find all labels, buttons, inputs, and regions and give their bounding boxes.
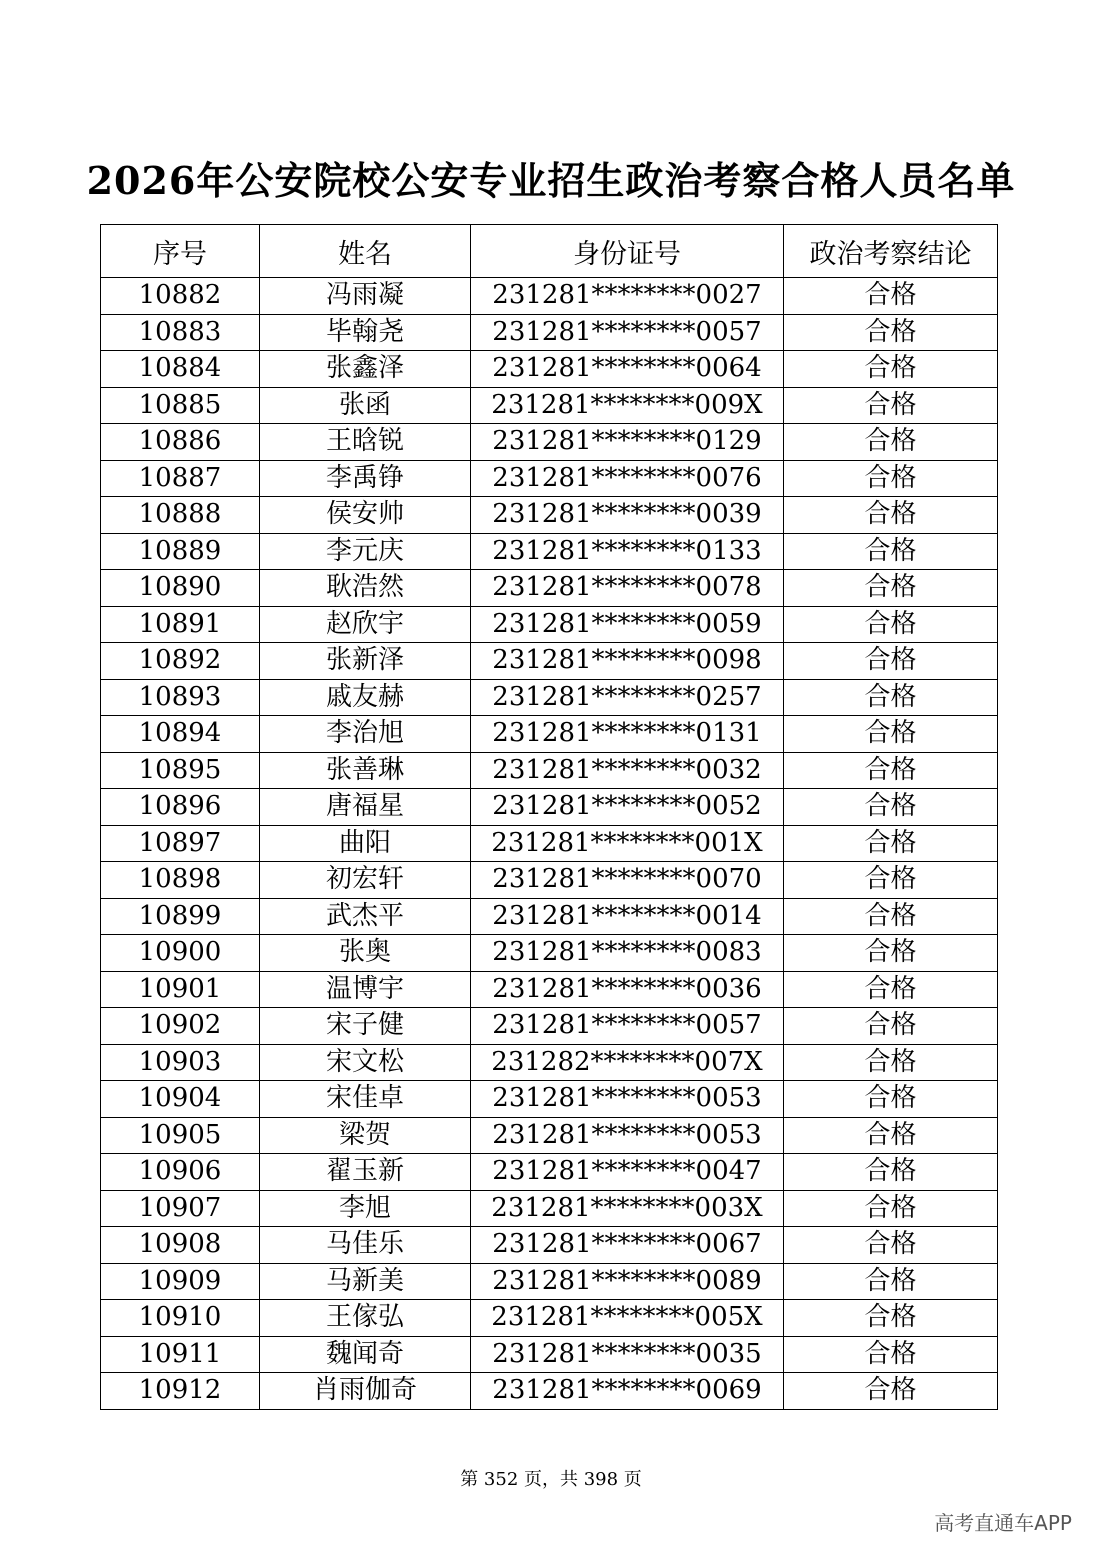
cell-name: 张新泽 [260, 643, 471, 680]
cell-id-number: 231281********0129 [471, 424, 784, 461]
cell-id-number: 231281********001X [471, 825, 784, 862]
cell-seq: 10904 [101, 1081, 260, 1118]
table-row [101, 825, 998, 862]
cell-seq: 10895 [101, 752, 260, 789]
cell-name: 赵欣宇 [260, 606, 471, 643]
table-row [101, 497, 998, 534]
table-row [101, 1044, 998, 1081]
table-row [101, 679, 998, 716]
cell-result: 合格 [784, 1081, 998, 1118]
cell-result: 合格 [784, 935, 998, 972]
cell-name: 张鑫泽 [260, 351, 471, 388]
cell-name: 魏闻奇 [260, 1336, 471, 1373]
table-row [101, 789, 998, 826]
cell-seq: 10896 [101, 789, 260, 826]
table-row [101, 570, 998, 607]
cell-result: 合格 [784, 1373, 998, 1410]
cell-seq: 10900 [101, 935, 260, 972]
table-row [101, 1008, 998, 1045]
cell-result: 合格 [784, 1263, 998, 1300]
cell-id-number: 231281********0027 [471, 278, 784, 315]
cell-id-number: 231281********0098 [471, 643, 784, 680]
cell-seq: 10907 [101, 1190, 260, 1227]
cell-id-number: 231281********0039 [471, 497, 784, 534]
table-row [101, 1373, 998, 1410]
cell-result: 合格 [784, 1300, 998, 1337]
table-row [101, 1227, 998, 1264]
cell-result: 合格 [784, 752, 998, 789]
cell-result: 合格 [784, 424, 998, 461]
cell-id-number: 231281********009X [471, 387, 784, 424]
cell-name: 肖雨伽奇 [260, 1373, 471, 1410]
cell-seq: 10899 [101, 898, 260, 935]
cell-result: 合格 [784, 679, 998, 716]
cell-id-number: 231281********0131 [471, 716, 784, 753]
cell-id-number: 231281********0070 [471, 862, 784, 899]
table-row [101, 862, 998, 899]
cell-seq: 10897 [101, 825, 260, 862]
cell-id-number: 231281********0053 [471, 1081, 784, 1118]
cell-result: 合格 [784, 716, 998, 753]
table-body [101, 278, 998, 1410]
cell-seq: 10888 [101, 497, 260, 534]
cell-seq: 10909 [101, 1263, 260, 1300]
table-row [101, 533, 998, 570]
cell-name: 唐福星 [260, 789, 471, 826]
cell-seq: 10882 [101, 278, 260, 315]
cell-seq: 10883 [101, 314, 260, 351]
table-header-row [101, 225, 998, 278]
table-row [101, 752, 998, 789]
header-seq: 序号 [101, 225, 260, 278]
cell-id-number: 231281********0052 [471, 789, 784, 826]
table-row [101, 643, 998, 680]
table-row [101, 1336, 998, 1373]
cell-seq: 10898 [101, 862, 260, 899]
cell-seq: 10911 [101, 1336, 260, 1373]
cell-seq: 10889 [101, 533, 260, 570]
cell-name: 侯安帅 [260, 497, 471, 534]
cell-result: 合格 [784, 898, 998, 935]
cell-result: 合格 [784, 497, 998, 534]
table-row [101, 898, 998, 935]
table-row [101, 1154, 998, 1191]
cell-seq: 10886 [101, 424, 260, 461]
cell-id-number: 231281********0036 [471, 971, 784, 1008]
cell-seq: 10908 [101, 1227, 260, 1264]
cell-result: 合格 [784, 1008, 998, 1045]
table-row [101, 606, 998, 643]
cell-name: 李元庆 [260, 533, 471, 570]
table-row [101, 1081, 998, 1118]
cell-seq: 10894 [101, 716, 260, 753]
table-row [101, 424, 998, 461]
cell-id-number: 231281********0089 [471, 1263, 784, 1300]
cell-seq: 10902 [101, 1008, 260, 1045]
table-row [101, 935, 998, 972]
cell-name: 初宏轩 [260, 862, 471, 899]
cell-result: 合格 [784, 351, 998, 388]
cell-result: 合格 [784, 387, 998, 424]
cell-id-number: 231281********003X [471, 1190, 784, 1227]
cell-name: 王晗锐 [260, 424, 471, 461]
cell-result: 合格 [784, 1117, 998, 1154]
table-row [101, 1263, 998, 1300]
cell-seq: 10912 [101, 1373, 260, 1410]
cell-result: 合格 [784, 1190, 998, 1227]
cell-id-number: 231281********0032 [471, 752, 784, 789]
cell-result: 合格 [784, 1336, 998, 1373]
cell-name: 梁贺 [260, 1117, 471, 1154]
cell-name: 李旭 [260, 1190, 471, 1227]
cell-name: 耿浩然 [260, 570, 471, 607]
cell-id-number: 231281********005X [471, 1300, 784, 1337]
table-row [101, 314, 998, 351]
cell-result: 合格 [784, 314, 998, 351]
cell-seq: 10893 [101, 679, 260, 716]
header-name: 姓名 [260, 225, 471, 278]
cell-id-number: 231281********0257 [471, 679, 784, 716]
cell-result: 合格 [784, 460, 998, 497]
cell-name: 毕翰尧 [260, 314, 471, 351]
cell-name: 张函 [260, 387, 471, 424]
cell-id-number: 231281********0133 [471, 533, 784, 570]
table-row [101, 1190, 998, 1227]
cell-id-number: 231281********0059 [471, 606, 784, 643]
table-row [101, 460, 998, 497]
cell-id-number: 231281********0076 [471, 460, 784, 497]
cell-name: 马佳乐 [260, 1227, 471, 1264]
cell-name: 李禹铮 [260, 460, 471, 497]
cell-name: 曲阳 [260, 825, 471, 862]
cell-name: 宋子健 [260, 1008, 471, 1045]
cell-seq: 10910 [101, 1300, 260, 1337]
table-row [101, 716, 998, 753]
cell-result: 合格 [784, 862, 998, 899]
table-row [101, 278, 998, 315]
cell-name: 张善琳 [260, 752, 471, 789]
cell-result: 合格 [784, 825, 998, 862]
cell-result: 合格 [784, 606, 998, 643]
header-result: 政治考察结论 [784, 225, 998, 278]
cell-result: 合格 [784, 1044, 998, 1081]
cell-id-number: 231281********0047 [471, 1154, 784, 1191]
document-title: 2026年公安院校公安专业招生政治考察合格人员名单 [86, 158, 1016, 203]
table-row [101, 971, 998, 1008]
cell-id-number: 231281********0083 [471, 935, 784, 972]
cell-id-number: 231281********0057 [471, 314, 784, 351]
table-row [101, 1300, 998, 1337]
cell-name: 马新美 [260, 1263, 471, 1300]
cell-id-number: 231281********0064 [471, 351, 784, 388]
table-row [101, 387, 998, 424]
cell-name: 冯雨凝 [260, 278, 471, 315]
cell-seq: 10890 [101, 570, 260, 607]
cell-result: 合格 [784, 643, 998, 680]
cell-name: 王傢弘 [260, 1300, 471, 1337]
cell-id-number: 231281********0035 [471, 1336, 784, 1373]
cell-name: 温博宇 [260, 971, 471, 1008]
cell-id-number: 231281********0053 [471, 1117, 784, 1154]
cell-seq: 10884 [101, 351, 260, 388]
cell-id-number: 231281********0057 [471, 1008, 784, 1045]
cell-seq: 10885 [101, 387, 260, 424]
cell-seq: 10891 [101, 606, 260, 643]
cell-name: 戚友赫 [260, 679, 471, 716]
cell-id-number: 231281********0014 [471, 898, 784, 935]
cell-result: 合格 [784, 789, 998, 826]
cell-id-number: 231282********007X [471, 1044, 784, 1081]
table-row [101, 1117, 998, 1154]
cell-name: 武杰平 [260, 898, 471, 935]
cell-seq: 10901 [101, 971, 260, 1008]
cell-name: 宋文松 [260, 1044, 471, 1081]
cell-name: 宋佳卓 [260, 1081, 471, 1118]
cell-result: 合格 [784, 971, 998, 1008]
cell-result: 合格 [784, 533, 998, 570]
cell-result: 合格 [784, 1154, 998, 1191]
cell-name: 李治旭 [260, 716, 471, 753]
page-number: 第 352 页，共 398 页 [460, 1469, 642, 1490]
cell-result: 合格 [784, 278, 998, 315]
cell-id-number: 231281********0069 [471, 1373, 784, 1410]
cell-seq: 10892 [101, 643, 260, 680]
cell-result: 合格 [784, 1227, 998, 1264]
cell-seq: 10906 [101, 1154, 260, 1191]
cell-name: 张奥 [260, 935, 471, 972]
cell-seq: 10887 [101, 460, 260, 497]
table-row [101, 351, 998, 388]
cell-result: 合格 [784, 570, 998, 607]
roster-table [100, 224, 998, 1410]
cell-seq: 10903 [101, 1044, 260, 1081]
cell-name: 翟玉新 [260, 1154, 471, 1191]
cell-seq: 10905 [101, 1117, 260, 1154]
cell-id-number: 231281********0067 [471, 1227, 784, 1264]
watermark: 高考直通车APP [934, 1511, 1072, 1535]
cell-id-number: 231281********0078 [471, 570, 784, 607]
header-id: 身份证号 [471, 225, 784, 278]
